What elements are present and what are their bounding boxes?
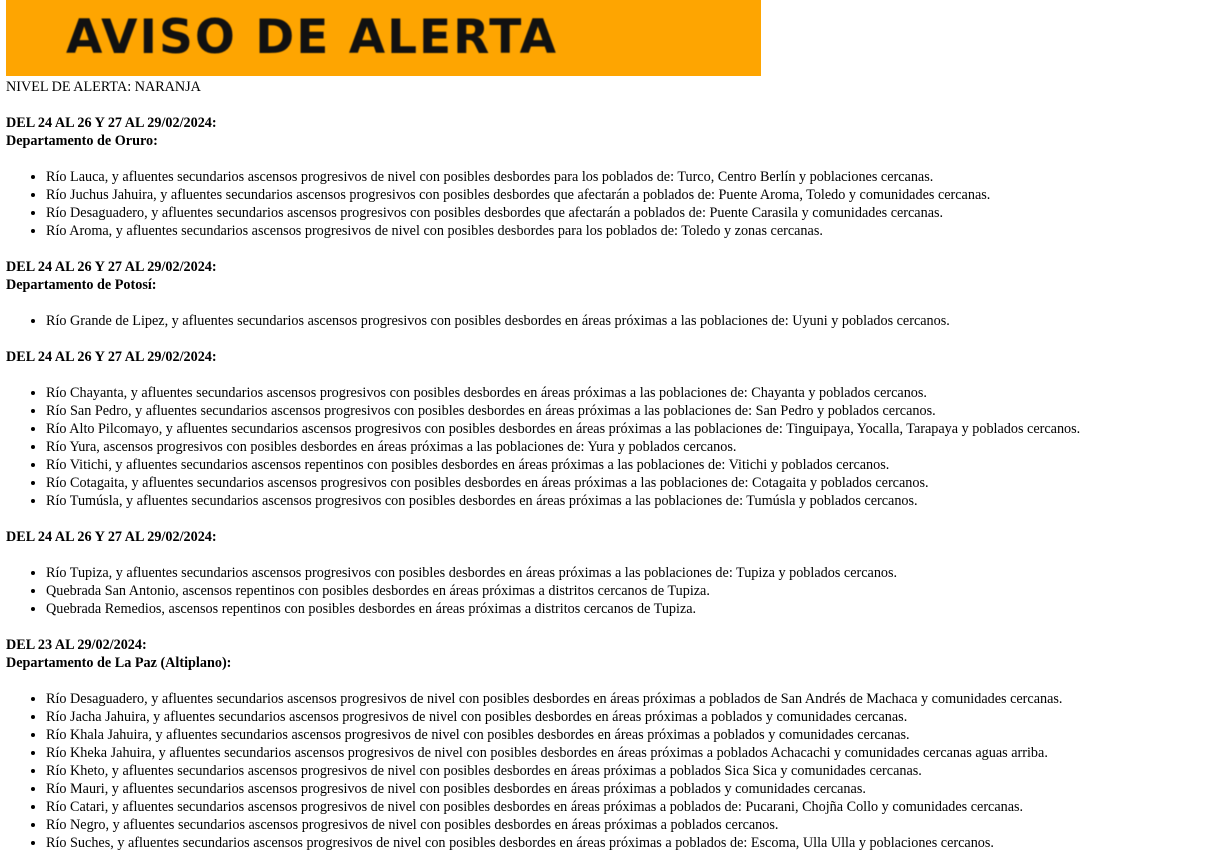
list-item: • Río Lauca, y afluentes secundarios ascensos progresivos de nivel con posibles desbordes para los poblados de: Turco, Centro Berlín y poblaciones cercanas. bbox=[46, 168, 1216, 186]
alert-banner bbox=[6, 0, 761, 76]
list-item: • Río Grande de Lipez, y afluentes secundarios ascensos progresivos con posibles desbordes en áreas próximas a las poblaciones de: Uyuni y poblados cercanos. bbox=[46, 312, 1216, 330]
river-list bbox=[6, 312, 1216, 330]
section-date: DEL 24 AL 26 Y 27 AL 29/02/2024: bbox=[6, 115, 217, 131]
alert-section bbox=[6, 528, 1216, 618]
section-department: Departamento de Oruro: bbox=[6, 133, 158, 149]
alert-section bbox=[6, 258, 1216, 330]
alert-section bbox=[6, 636, 1216, 852]
list-item: • Río Desaguadero, y afluentes secundarios ascensos progresivos de nivel con posibles desbordes en áreas próximas a poblados de San Andrés de Machaca y comunidades cercanas. bbox=[46, 690, 1216, 708]
list-item: • Río Suches, y afluentes secundarios ascensos progresivos de nivel con posibles desbordes en áreas próximas a poblados de: Escoma, Ulla Ulla y poblaciones cercanos. bbox=[46, 834, 1216, 852]
river-list bbox=[6, 564, 1216, 618]
alert-section bbox=[6, 348, 1216, 510]
alert-section bbox=[6, 114, 1216, 240]
alert-sections bbox=[6, 114, 1216, 852]
list-item: • Río Kheto, y afluentes secundarios ascensos progresivos de nivel con posibles desbordes en áreas próximas a poblados Sica Sica y comunidades cercanas. bbox=[46, 762, 1216, 780]
list-item: • Río Catari, y afluentes secundarios ascensos progresivos de nivel con posibles desbordes en áreas próximas a poblados de: Pucarani, Chojña Collo y comunidades cercanas. bbox=[46, 798, 1216, 816]
river-list bbox=[6, 168, 1216, 240]
list-item: • Río Alto Pilcomayo, y afluentes secundarios ascensos progresivos con posibles desbordes en áreas próximas a las poblaciones de: Tinguipaya, Yocalla, Tarapaya y poblados cercanos. bbox=[46, 420, 1216, 438]
list-item: • Río Chayanta, y afluentes secundarios ascensos progresivos con posibles desbordes en áreas próximas a las poblaciones de: Chayanta y poblados cercanos. bbox=[46, 384, 1216, 402]
list-item: • Río Jacha Jahuira, y afluentes secundarios ascensos progresivos de nivel con posibles desbordes en áreas próximas a poblados y comunidades cercanas. bbox=[46, 708, 1216, 726]
section-department: Departamento de La Paz (Altiplano): bbox=[6, 655, 232, 671]
list-item: • Quebrada Remedios, ascensos repentinos con posibles desbordes en áreas próximas a distritos cercanos de Tupiza. bbox=[46, 600, 1216, 618]
list-item: • Quebrada San Antonio, ascensos repentinos con posibles desbordes en áreas próximas a distritos cercanos de Tupiza. bbox=[46, 582, 1216, 600]
list-item: • Río Negro, y afluentes secundarios ascensos progresivos de nivel con posibles desbordes en áreas próximas a poblados cercanos. bbox=[46, 816, 1216, 834]
section-department: Departamento de Potosí: bbox=[6, 277, 157, 293]
list-item: • Río Mauri, y afluentes secundarios ascensos progresivos de nivel con posibles desbordes en áreas próximas a poblados y comunidades cercanas. bbox=[46, 780, 1216, 798]
list-item: • Río Khala Jahuira, y afluentes secundarios ascensos progresivos de nivel con posibles desbordes en áreas próximas a poblados y comunidades cercanas. bbox=[46, 726, 1216, 744]
section-date: DEL 24 AL 26 Y 27 AL 29/02/2024: bbox=[6, 349, 217, 365]
list-item: • Río San Pedro, y afluentes secundarios ascensos progresivos con posibles desbordes en áreas próximas a las poblaciones de: San Pedro y poblados cercanos. bbox=[46, 402, 1216, 420]
section-date: DEL 24 AL 26 Y 27 AL 29/02/2024: bbox=[6, 259, 217, 275]
list-item: • Río Vitichi, y afluentes secundarios ascensos repentinos con posibles desbordes en áreas próximas a las poblaciones de: Vitichi y poblados cercanos. bbox=[46, 456, 1216, 474]
list-item: • Río Yura, ascensos progresivos con posibles desbordes en áreas próximas a las poblaciones de: Yura y poblados cercanos. bbox=[46, 438, 1216, 456]
list-item: • Río Tupiza, y afluentes secundarios ascensos progresivos con posibles desbordes en áreas próximas a las poblaciones de: Tupiza y poblados cercanos. bbox=[46, 564, 1216, 582]
list-item: • Río Desaguadero, y afluentes secundarios ascensos progresivos con posibles desbordes que afectarán a poblados de: Puente Carasila y comunidades cercanas. bbox=[46, 204, 1216, 222]
section-date: DEL 23 AL 29/02/2024: bbox=[6, 637, 147, 653]
alert-level: NIVEL DE ALERTA: NARANJA bbox=[6, 79, 201, 95]
section-date: DEL 24 AL 26 Y 27 AL 29/02/2024: bbox=[6, 529, 217, 545]
list-item: • Río Juchus Jahuira, y afluentes secundarios ascensos progresivos con posibles desbordes que afectarán a poblados de: Puente Aroma, Toledo y comunidades cercanas. bbox=[46, 186, 1216, 204]
list-item: • Río Aroma, y afluentes secundarios ascensos progresivos de nivel con posibles desbordes para los poblados de: Toledo y zonas cercanas. bbox=[46, 222, 1216, 240]
list-item: • Río Tumúsla, y afluentes secundarios ascensos progresivos con posibles desbordes en áreas próximas a las poblaciones de: Tumúsla y poblados cercanos. bbox=[46, 492, 1216, 510]
list-item: • Río Kheka Jahuira, y afluentes secundarios ascensos progresivos de nivel con posibles desbordes en áreas próximas a poblados Achacachi y comunidades cercanas aguas arriba. bbox=[46, 744, 1216, 762]
river-list bbox=[6, 384, 1216, 510]
list-item: • Río Cotagaita, y afluentes secundarios ascensos progresivos con posibles desbordes en áreas próximas a las poblaciones de: Cotagaita y poblados cercanos. bbox=[46, 474, 1216, 492]
banner-title: AVISO DE ALERTA bbox=[66, 10, 558, 65]
river-list bbox=[6, 690, 1216, 852]
